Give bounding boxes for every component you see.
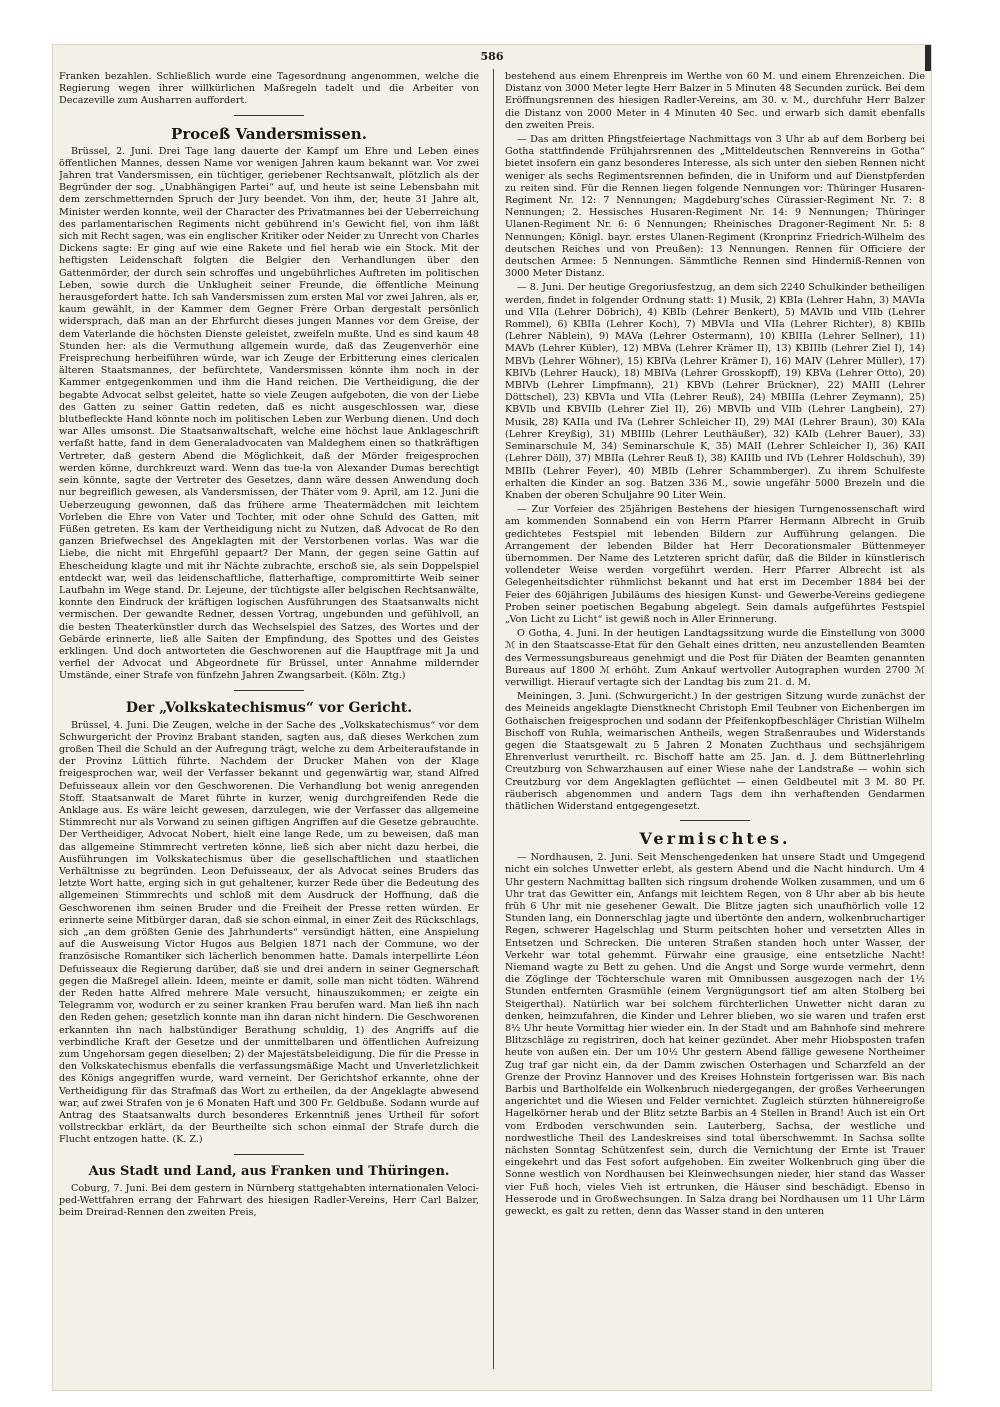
newspaper-page — [52, 44, 932, 1391]
article-paragraph: Meiningen, 3. Juni. (Schwurgericht.) In der gestrigen Sitzung wurde zunächst der des Meineids angeklagte Dienstknecht Christoph Emil Teubner von Eichenbergen im Gothaischen freigesprochen und sodann der Pfeifenkopfbeschläger Christian Wilhelm Bischoff von Ruhla, weimarischen Antheils, wegen Straßenraubes und Widerstands gegen die Staatsgewalt zu 5 Jahren 2 Monaten Zuchthaus und sechsjährigem Ehrenverlust verurtheilt. rc. Bischoff hatte am 25. Jan. d. J. dem Büttnerlehrling Creutzburg von Schwarzhausen auf einer Wiese nahe der Landstraße — wohin sich Creutzburg vor dem Angeklagten geflüchtet — einen Geldbeutel mit 3 M. 80 Pf. räuberisch abgenommen und andern Tags dem ihn verhaftenden Gendarmen thätlichen Widerstand entgegengesetzt. — [505, 691, 925, 812]
article-paragraph: Coburg, 7. Juni. Bei dem gestern in Nürnberg stattgehabten internationalen Velociped-Wettfahren errang der Fahrwart des hiesigen Radler-Vereins, Herr Carl Balzer, beim Dreirad-Rennen den zweiten Preis, — [59, 1182, 479, 1219]
right-column — [505, 71, 925, 1371]
article-heading: Aus Stadt und Land, aus Franken und Thüringen. — [88, 1163, 450, 1179]
article-heading: Proceß Vandersmissen. — [171, 124, 367, 143]
page-number: 586 — [480, 50, 504, 63]
section-rule — [680, 820, 750, 821]
article-paragraph: — Nordhausen, 2. Juni. Seit Menschengedenken hat unsere Stadt und Umgegend nicht ein solches Unwetter erlebt, als gestern Abend und die Nacht hindurch. Um 4 Uhr gestern Nachmittag ballten sich ringsum drohende Wolken zusammen, und um 6 Uhr trat das Gewitter ein, Anfangs mit leichtem Regen, von 8 Uhr aber ab bis heute früh 6 Uhr mit nie gesehener Gewalt. Die Blitze jagten sich unaufhörlich volle 12 Stunden lang, ein Donnerschlag jagte und übertönte den andern, wolkenbruchartiger Regen, schwerer Hagelschlag und Sturm peitschten hoher und versetzten Alles in Entsetzen und Schrecken. Die unteren Straßen standen hoch unter Wasser, der Verkehr war total gehemmt. Fürwahr eine grausige, eine entsetzliche Nacht! Niemand wagte zu Bett zu gehen. Und die Angst und Sorge wurde vermehrt, denn die Zöglinge der Töchterschule waren mit Omnibussen ausgezogen nach der 1½ Stunden entfernten Grasmühle (einem Vergnügungsort tief am alten Stolberg bei Steigerthal). Natürlich war bei solchem fürchterlichen Unwetter nicht daran zu denken, heimzufahren, die Kinder und Lehrer blieben, wo sie waren und trafen erst 8½ Uhr heute Vormittag hier wieder ein. In der Stadt und am Bahnhofe sind mehrere Blitzschläge zu registriren, doch hat keiner gezündet. Aber mehr Hiobsposten trafen heute von außen ein. Der um 10½ Uhr gestern Abend fällige gewesene Northeimer Zug traf gar nicht ein, da der Damm zwischen Osterhagen und Scharzfeld an der Grenze der Provinz Hannover und des Kreises Hohnstein fortgerissen war. Bis nach Barbis und Bartholfelde ein Wolkenbruch niedergegangen, der großes Verheerungen angerichtet und die Wiesen und Felder vernichtet. Zugleich stürzten hühnereigroße Hagelkörner herab und der Blitz setzte Barbis an 4 Stellen in Brand! Auch ist ein Ort vom Erdboden verschwunden sein. Lauterberg, Sachsa, der westliche und nordwestliche Theil des Landeskreises sind total überschwemmt. In Sachsa sollte nächsten Sonntag Schützenfest sein, durch die Vernichtung der Ernte ist Trauer eingekehrt und das Fest sofort aufgehoben. Ein zweiter Wolkenbruch ging über die Sonne westlich von Nordhausen bei Kleinwechsungen nieder, hier stand das Wasser vier Fuß hoch, vieles Vieh ist ertrunken, die Häuser sind beschädigt. Ebenso in Hesserode und in Großwechsungen. In Salza drang bei Nordhausen um 11 Uhr Lärm geweckt, es galt zu retten, denn das Wasser stand in den unteren — [505, 852, 925, 1218]
left-column — [59, 71, 479, 1371]
article-paragraph: Brüssel, 2. Juni. Drei Tage lang dauerte der Kampf um Ehre und Leben eines öffentlichen Mannes, dessen Name vor wenigen Jahren kaum bekannt war. Vor zwei Jahren trat Vandersmissen, ein tüchtiger, geriebener Rechtsanwalt, plötzlich als der Begründer der sog. „Unabhängigen Partei“ auf, und heute ist seine Lebensbahn mit dem zerschmetternden Spruch der Jury beendet. Von ihm, der, heute 31 Jahre alt, Minister werden konnte, weil der Character des Privatmannes bei der Ueberreichung des parlamentarischen Regiments nicht gebührend in's Gewicht fiel, von ihm läßt sich mit Recht sagen, was ein englischer Kritiker oder Neider zu Unrecht von Charles Dickens sagte: Er ging auf wie eine Rakete und fiel herab wie ein Stock. Mit der heftigsten Leidenschaft folgten die Belgier den Verhandlungen über den Gattenmörder, der durch sein schroffes und ungebührliches Auftreten im politischen Leben, sowie durch die Unklugheit seiner Freunde, die öffentliche Meinung herausgefordert hatte. Ich sah Vandersmissen zum ersten Mal vor zwei Jahren, als er, kaum gewählt, in der Kammer dem Gegner Frère Orban dergestalt persönlich widersprach, daß man an der Ehrfurcht dieses jungen Mannes vor dem Greise, der dem Vaterlande die höchsten Dienste geleistet, zweifeln mußte. Und es sind kaum 48 Stunden her: als die Vermuthung allgemein wurde, daß das Zeugenverhör eine Freisprechung herbeiführen würde, war ich Zeuge der Erbitterung eines clericalen älteren Staatsmannes, der befürchtete, Vandersmissen könnte ihm noch in der Kammer entgegenkommen und ihm die Hand reichen. Die Vertheidigung, die der begabte Advocat selbst geleitet, hatte so viele Zeugen aufgeboten, die von der Liebe des Gatten zu seiner Gattin redeten, daß es nicht ausgeschlossen war, diese blutbefleckte Hand könnte noch im politischen Leben zur Werbung dienen. Und doch war Alles umsonst. Die Staatsanwaltschaft, welche eine höchst laue Anklageschrift verfaßt hatte, fand in dem Generaladvocaten van Maldeghem einen so thatkräftigen Vertreter, daß gestern Abend die Möglichkeit, daß der Mörder freigesprochen werden könne, durchkreuzt ward. Wenn das tue-la von Alexander Dumas berechtigt sein könnte, sagte der Vertreter des Gesetzes, dann wäre dessen Anwendung doch nur begreiflich gewesen, als Vandersmissen, der Thäter vom 9. April, am 12. Juni die Ueberzeugung gewonnen, daß das frühere arme Theatermädchen mit leichtem Vorleben die Ehre von Vater und Tochter, mit oder ohne Schuld des Gatten, mit Füßen getreten. Es kam der Vertheidigung nicht zu Nutzen, daß Advocat de Ro den ganzen Briefwechsel des Angeklagten mit der Verstorbenen vorlas. Was war die Liebe, die nicht mit Ehrgefühl gepaart? Der Mann, der gegen seine Gattin auf Ehescheidung klagte und mit ihr Nächte zubrachte, erschoß sie, als sein Doppelspiel entdeckt war, weil das leidenschaftliche, flatterhaftige, compromittirte Weib seiner Laufbahn im Wege stand. Dr. Lejeune, der tüchtigste aller belgischen Rechtsanwälte, konnte den Eindruck der kräftigen logischen Ausführungen des Staatsanwalts nicht vermischen. Der gewandte Redner, dessen Vortrag, ungebunden und gefühlvoll, an die besten Theaterkünstler durch das Wechselspiel des Satzes, des Wortes und der Gebärde erinnerte, ließ alle Saiten der Empfindung, des Spottes und des Geistes erklingen. Und doch antworteten die Geschworenen auf die Hauptfrage mit Ja und verfiel der Advocat und Abgeordnete für Brüssel, unter Annahme mildernder Umstände, einer Strafe von fünfzehn Jahren Zwangsarbeit. (Köln. Ztg.) — [59, 145, 479, 682]
article-paragraph: — 8. Juni. Der heutige Gregoriusfestzug, an dem sich 2240 Schulkinder betheiligen werden, findet in folgender Ordnung statt: 1) Musik, 2) KBIa (Lehrer Hahn, 3) MAVIa und VIIa (Lehrer Döbrich), 4) KBIb (Lehrer Benkert), 5) MAVIb und VIIb (Lehrer Rommel), 6) KBIIa (Lehrer Koch), 7) MBVIa und VIIa (Lehrer Richter), 8) KBIIb (Lehrer Näblein), 9) MAVa (Lehrer Ostermann), 10) KBIIIa (Lehrer Sellner), 11) MAVb (Lehrer Kübler), 12) MBVa (Lehrer Krämer II), 13) KBIIIb (Lehrer Ziel I), 14) MBVb (Lehrer Wöhner), 15) KBIVa (Lehrer Krämer I), 16) MAIV (Lehrer Müller), 17) KBIVb (Lehrer Hauck), 18) MBIVa (Lehrer Grosskopff), 19) KBVa (Lehrer Otto), 20) MBIVb (Lehrer Limpfmann), 21) KBVb (Lehrer Brückner), 22) MAIII (Lehrer Döttschel), 23) KBVIa und VIIa (Lehrer Reuß), 24) MBIIIa (Lehrer Zeymann), 25) KBVIb und KBVIIb (Lehrer Ziel II), 26) MBVIb und VIIb (Lehrer Langbein), 27) Musik, 28) KAIIa und IVa (Lehrer Schleicher II), 29) MAI (Lehrer Braun), 30) KAIa (Lehrer Kreyßig), 31) MBIIIb (Lehrer Leuthäußer), 32) KAIb (Lehrer Bauer), 33) Seminarschule M, 34) Seminarschule K, 35) MAII (Lehrer Schleicher I), 36) KAII (Lehrer Döll), 37) MBIIa (Lehrer Reuß I), 38) KAIIIb und IVb (Lehrer Holdschuh), 39) MBIIb (Lehrer Feyer), 40) MBIb (Lehrer Schammberger). Zu ihrem Schulfeste erhalten die Kinder an sog. Batzen 336 M., sowie ungefähr 5000 Brezeln und die Knaben der oberen Schuljahre 90 Liter Wein. — [505, 282, 925, 501]
article-paragraph: bestehend aus einem Ehrenpreis im Werthe von 60 M. und einem Ehrenzeichen. Die Distanz von 3000 Meter legte Herr Balzer in 5 Minuten 48 Secunden zurück. Bei dem Eröffnungsrennen des hiesigen Radler-Vereins, am 30. v. M., durchfuhr Herr Balzer die Distanz von 2000 Meter in 4 Minuten 40 Sec. und erwarb sich damit ebenfalls den zweiten Preis. — [505, 71, 925, 131]
article-heading: Der „Volkskatechismus“ vor Gericht. — [125, 699, 413, 716]
article-heading: Vermischtes. — [639, 829, 791, 849]
section-rule — [234, 690, 304, 691]
section-rule — [234, 1154, 304, 1155]
section-rule — [234, 115, 304, 116]
article-paragraph: Brüssel, 4. Juni. Die Zeugen, welche in der Sache des „Volkskatechismus“ vor dem Schwurgericht der Provinz Brabant standen, sagten aus, daß dieses Werkchen zum großen Theil die Schuld an der Aufregung trägt, welche zu dem Arbeiteraufstande in der Provinz Lüttich führte. Nachdem der Drucker Mahen von der Klage freigesprochen war, weil der Verfasser bekannt und gegenwärtig war, stand Alfred Defuisseaux allein vor den Geschworenen. Die Verhandlung bot wenig anregenden Stoff. Staatsanwalt de Maret führte in kurzer, wenig durchgreifenden Rede die Anklage aus. Es wäre leicht gewesen, darzulegen, wie der Verfasser das allgemeine Stimmrecht nur als Vorwand zu seinen giftigen Angriffen auf die Gesetze gebrauchte. Der Vertheidiger, Advocat Nobert, hielt eine lange Rede, um zu beweisen, daß man das allgemeine Stimmrecht vertreten könne, ließ sich aber nicht dazu herbei, die Ausführungen im Volkskatechismus über die gesellschaftlichen und staatlichen Verhältnisse zu begründen. Leon Defuisseaux, der als Advocat seines Bruders das letzte Wort hatte, erging sich in gut gehaltener, kurzer Rede über die Bedeutung des allgemeinen Stimmrechts und schloß mit dem Ausdruck der Hoffnung, daß die Geschworenen ihm seinen Bruder und die Freiheit der Presse retten würden. Er erinnerte seine Mitbürger daran, daß sie schon einmal, in einer Zeit des Rückschlags, sich „an dem größten Genie des Jahrhunderts“ versündigt hätten, eine Anspielung auf die Ausweisung Victor Hugos aus Belgien 1871 nach der Commune, wo der französische Romantiker sich lächerlich benommen hatte. Damals interpellirte Léon Defuisseaux die Regierung darüber, daß sie und drei andern in seiner Gegnerschaft gegen die Maßregel allein. Ideen, meinte er damit, solle man nicht tödten. Während der Reden hatte Alfred mehrere Male versucht, hinauszukommen; er zeigte ein Telegramm vor, wodurch er zu seiner kranken Frau berufen ward. Man ließ ihn nach den Reden gehen; gesetzlich konnte man ihn daran nicht hindern. Die Geschworenen erkannten ihn nach halbstündiger Berathung schuldig, 1) des Angriffs auf die verbindliche Kraft der Gesetze und der unmittelbaren und öffentlichen Aufreizung zum Ungehorsam gegen dieselben; 2) der Majestätsbeleidigung. Die für die Presse in den Volkskatechismus ebenfalls die verfassungsmäßige Macht und Unverletzlichkeit des Königs angegriffen wurde, ward verneint. Der Gerichtshof erkannte, ohne der Vertheidigung für das Strafmaß das Wort zu ertheilen, da der Angeklagte abwesend war, auf zwei Strafen von je 6 Monaten Haft und 300 Fr. Geldbuße. Sodann wurde auf Antrag des Staatsanwalts durch besonderes Erkenntniß jenes Urtheil für sofort vollstreckbar erklärt, da der Beurtheilte sich schon einmal der Strafe durch die Flucht entzogen hatte. (K. Z.) — [59, 719, 479, 1146]
article-paragraph: — Das am dritten Pfingstfeiertage Nachmittags von 3 Uhr ab auf dem Borberg bei Gotha stattfindende Frühjahrsrennen des „Mitteldeutschen Rennvereins in Gotha“ bietet insofern ein ganz besonderes Interesse, als sich unter den sieben Rennen nicht weniger als sechs Regimentsrennen befinden, die in Uniform und auf Dienstpferden zu reiten sind. Für die Rennen liegen folgende Nennungen vor: Thüringer Husaren-Regiment Nr. 12: 7 Nennungen; Magdeburg'sches Cürassier-Regiment Nr. 7: 8 Nennungen; 2. Hessisches Husaren-Regiment Nr. 14: 9 Nennungen; Thüringer Ulanen-Regiment Nr. 6: 6 Nennungen; Rheinisches Dragoner-Regiment Nr. 5: 8 Nennungen; Königl. bayr. erstes Ulanen-Regiment (Kronprinz Friedrich-Wilhelm des deutschen Reiches und von Preußen): 13 Nennungen. Rennen für Officiere der deutschen Armee: 5 Nennungen. Sämmtliche Rennen sind Hinderniß-Rennen von 3000 Meter Distanz. — [505, 134, 925, 280]
article-paragraph: O Gotha, 4. Juni. In der heutigen Landtagssitzung wurde die Einstellung von 3000 ℳ in den Staatscasse-Etat für den Gehalt eines dritten, neu anzustellenden Beamten des Vermessungsbureaus genehmigt und die Post für Diäten der Beamten genannten Bureaus auf 1800 ℳ erhöht. Zum Ankauf wertvoller Autographen wurden 2700 ℳ verwilligt. Hierauf vertagte sich der Landtag bis zum 21. d. M. — [505, 628, 925, 688]
article-paragraph: Franken bezahlen. Schließlich wurde eine Tagesordnung angenommen, welche die Regierung wegen ihrer willkürlichen Maßregeln tadelt und die Arbeiter von Decazeville zum Ausharren auffordert. — [59, 71, 479, 107]
column-divider — [493, 69, 494, 1369]
article-paragraph: — Zur Vorfeier des 25jährigen Bestehens der hiesigen Turngenossenschaft wird am kommenden Sonnabend ein von Herrn Pfarrer Hermann Albrecht in Gruib gedichtetes Festspiel mit lebenden Bildern zur Aufführung gelangen. Die Arrangement der lebenden Bilder hat Herr Decorationsmaler Büttenmeyer übernommen. Der Name des Letzteren spricht dafür, daß die Bilder in künstlerisch vollendeter Weise werden vorgeführt werden. Herr Pfarrer Albrecht ist als Gelegenheitsdichter rühmlichst bekannt und hat erst im December 1884 bei der Feier des 60jährigen Jubiläums des hiesigen Kunst- und Gewerbe-Vereins gediegene Proben seiner poetischen Begabung abgelegt. Sein damals aufgeführtes Festspiel „Von Licht zu Licht“ ist gewiß noch in Aller Erinnerung. — [505, 504, 925, 625]
